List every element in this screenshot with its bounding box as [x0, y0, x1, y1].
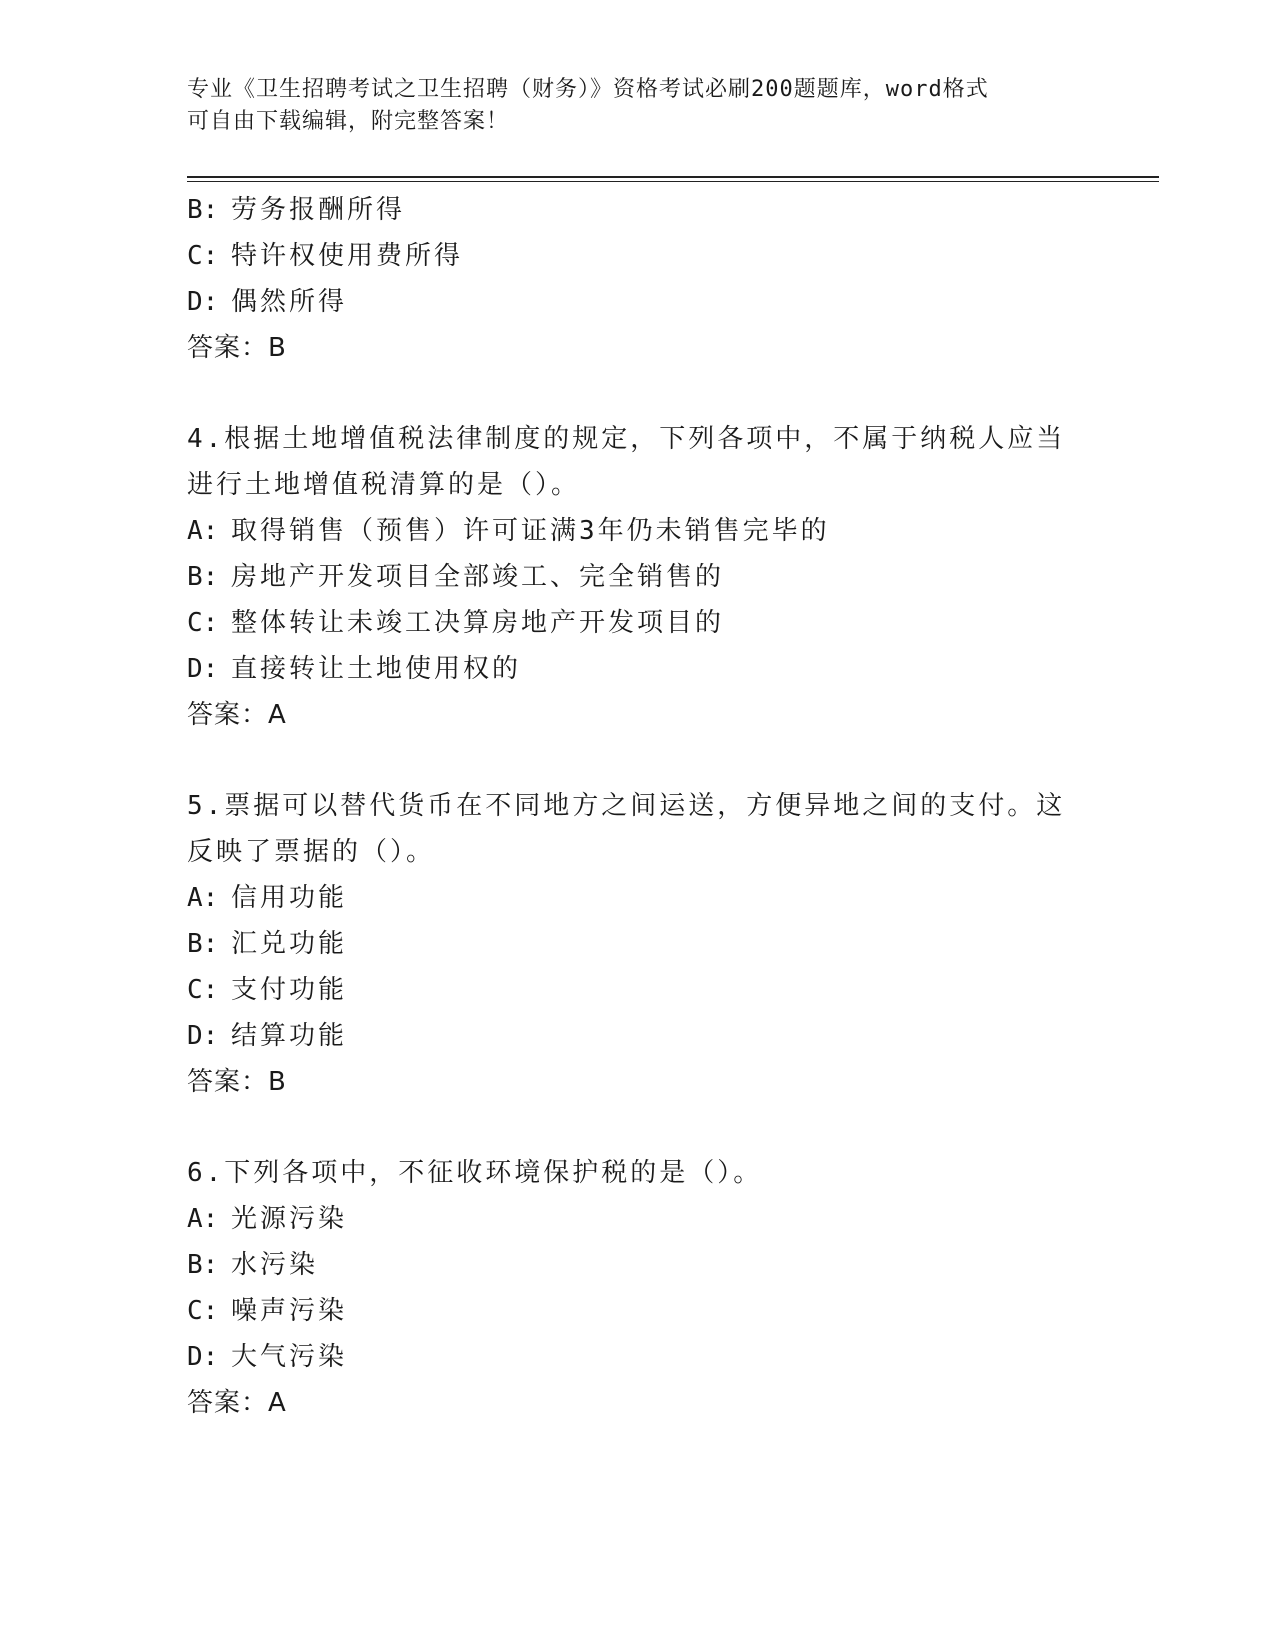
option-item [187, 554, 1087, 600]
option-text: 结算功能 [231, 1021, 348, 1051]
option-text: 光源污染 [231, 1204, 348, 1234]
option-item [187, 279, 1087, 325]
answer-line [187, 325, 1087, 371]
option-text: 大气污染 [231, 1342, 348, 1372]
option-text: 劳务报酬所得 [231, 195, 406, 225]
option-item [187, 1288, 1087, 1334]
option-item [187, 233, 1087, 279]
option-text: 直接转让土地使用权的 [231, 654, 522, 684]
option-key: A: [187, 883, 219, 913]
option-item [187, 1242, 1087, 1288]
answer-line [187, 1380, 1087, 1426]
question-stem: 反映了票据的（）。 [187, 837, 436, 867]
option-text: 支付功能 [231, 975, 348, 1005]
answer-line [187, 1059, 1087, 1105]
option-key: C: [187, 1296, 219, 1326]
option-key: D: [187, 287, 219, 317]
option-text: 水污染 [231, 1250, 319, 1280]
option-key: D: [187, 1342, 219, 1372]
answer-value: A [268, 700, 287, 730]
option-text: 噪声污染 [231, 1296, 348, 1326]
option-key: B: [187, 1250, 219, 1280]
option-key: B: [187, 929, 219, 959]
option-key: C: [187, 975, 219, 1005]
question-stem: 6.下列各项中，不征收环境保护税的是（）。 [187, 1158, 763, 1188]
option-key: B: [187, 562, 219, 592]
option-item [187, 1196, 1087, 1242]
question-spacer [187, 1105, 1087, 1150]
option-text: 偶然所得 [231, 287, 348, 317]
answer-label: 答案： [187, 1388, 269, 1418]
option-text: 房地产开发项目全部竣工、完全销售的 [231, 562, 725, 592]
question-stem: 5.票据可以替代货币在不同地方之间运送，方便异地之间的支付。这 [187, 791, 1066, 821]
question-spacer [187, 371, 1087, 416]
question-6 [187, 1150, 1087, 1426]
answer-label: 答案： [187, 700, 269, 730]
option-item [187, 1013, 1087, 1059]
answer-label: 答案： [187, 333, 269, 363]
header-rule-thick [187, 176, 1159, 178]
answer-value: A [268, 1388, 287, 1418]
answer-value: B [268, 333, 287, 363]
option-item [187, 875, 1087, 921]
header-rule-thin [187, 181, 1159, 182]
option-text: 信用功能 [231, 883, 348, 913]
option-item [187, 600, 1087, 646]
option-text: 取得销售（预售）许可证满3年仍未销售完毕的 [231, 516, 830, 546]
option-text: 特许权使用费所得 [231, 241, 464, 271]
option-item [187, 508, 1087, 554]
option-text: 汇兑功能 [231, 929, 348, 959]
document-header [187, 74, 1087, 138]
header-line-2: 可自由下载编辑，附完整答案！ [187, 109, 510, 134]
question-stem: 4.根据土地增值税法律制度的规定，下列各项中，不属于纳税人应当 [187, 424, 1066, 454]
question-3 [187, 187, 1087, 371]
option-item [187, 967, 1087, 1013]
option-item [187, 1334, 1087, 1380]
answer-line [187, 692, 1087, 738]
option-key: A: [187, 1204, 219, 1234]
question-spacer [187, 738, 1087, 783]
answer-value: B [268, 1067, 287, 1097]
option-key: D: [187, 654, 219, 684]
question-list [187, 187, 1087, 1426]
option-key: C: [187, 241, 219, 271]
question-4 [187, 416, 1087, 738]
option-key: D: [187, 1021, 219, 1051]
question-stem: 进行土地增值税清算的是（）。 [187, 470, 581, 500]
option-text: 整体转让未竣工决算房地产开发项目的 [231, 608, 725, 638]
answer-label: 答案： [187, 1067, 269, 1097]
option-key: A: [187, 516, 219, 546]
option-item [187, 646, 1087, 692]
option-item [187, 921, 1087, 967]
option-key: C: [187, 608, 219, 638]
option-key: B: [187, 195, 219, 225]
option-item [187, 187, 1087, 233]
question-5 [187, 783, 1087, 1105]
header-line-1: 专业《卫生招聘考试之卫生招聘（财务）》资格考试必刷200题题库，word格式 [187, 77, 989, 102]
